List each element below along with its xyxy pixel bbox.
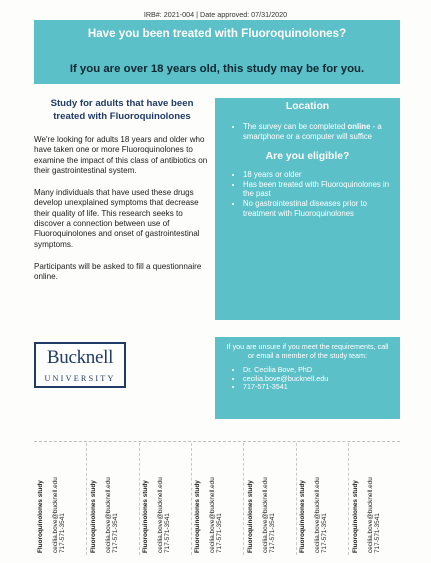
- eligible-title: Are you eligible?: [265, 151, 350, 163]
- location-item-post: - a smartphone or a computer will suffice: [243, 122, 382, 141]
- contact-name: • Dr. Cecilia Bove, PhD: [243, 366, 400, 375]
- tab-phone: 717-571-3541: [112, 513, 120, 553]
- logo-name: Bucknell: [46, 347, 114, 368]
- tab-phone: 717-571-3541: [59, 513, 67, 553]
- contact-intro: If you are unsure if you meet the requirements, call or email a member of the study team:: [226, 342, 389, 360]
- study-paragraph-1: We're looking for adults 18 years and older who have taken one or more Fluoroquinolones to examine the impact of this class of antibiotics on their gastrointestinal system.: [34, 135, 208, 175]
- tab-study-name: Fluoroquinolones study: [299, 480, 306, 553]
- location-panel: [215, 98, 400, 320]
- tab-email: cecilia.bove@bucknell.edu: [261, 477, 269, 553]
- tear-off-tab[interactable]: [37, 443, 89, 553]
- bucknell-logo: [34, 342, 126, 388]
- tear-off-tab[interactable]: [299, 443, 351, 553]
- contact-list: [215, 366, 400, 392]
- tab-study-name: Fluoroquinolones study: [247, 480, 254, 553]
- tab-email: cecilia.bove@bucknell.edu: [104, 477, 112, 553]
- banner-tagline: If you are over 18 years old, this study may be for you.: [69, 63, 365, 75]
- tab-phone: 717-571-3541: [269, 513, 277, 553]
- tear-off-tab[interactable]: [352, 443, 404, 553]
- header-banner: [34, 20, 400, 84]
- location-item: [243, 122, 400, 141]
- study-description: [34, 98, 210, 295]
- tear-off-tab[interactable]: [247, 443, 299, 553]
- tab-phone: 717-571-3541: [374, 513, 382, 553]
- tab-phone: 717-571-3541: [321, 513, 329, 553]
- eligibility-item-no-disease: • No gastrointestinal diseases prior to treatment with Fluoroquinolones: [243, 199, 400, 218]
- tab-study-name: Fluoroquinolones study: [37, 480, 44, 553]
- tab-email: cecilia.bove@bucknell.edu: [156, 477, 164, 553]
- location-item-bold: online: [347, 122, 371, 131]
- tab-study-name: Fluoroquinolones study: [142, 480, 149, 553]
- tab-study-name: Fluoroquinolones study: [352, 480, 359, 553]
- tab-email: cecilia.bove@bucknell.edu: [313, 477, 321, 553]
- irb-approval: IRB#: 2021-004 | Date approved: 07/31/2020: [143, 10, 288, 19]
- tab-email: cecilia.bove@bucknell.edu: [51, 477, 59, 553]
- tab-email: cecilia.bove@bucknell.edu: [366, 477, 374, 553]
- eligibility-item-age: • 18 years or older: [243, 170, 400, 180]
- tab-study-name: Fluoroquinolones study: [90, 480, 97, 553]
- location-list: [215, 122, 400, 141]
- tear-off-tab[interactable]: [142, 443, 194, 553]
- study-title: Study for adults that have been treated with Fluoroquinolones: [50, 98, 194, 122]
- tear-off-tab[interactable]: [90, 443, 142, 553]
- contact-panel: [215, 337, 400, 419]
- tear-off-tab[interactable]: [194, 443, 246, 553]
- study-paragraph-2: Many individuals that have used these drugs develop unexplained symptoms that decrease their quality of life. This research seeks to discover a connection between use of Fluoroquinolones and onset of gastrointestinal symptoms.: [34, 188, 200, 249]
- location-title: Location: [285, 101, 330, 112]
- tab-phone: 717-571-3541: [164, 513, 172, 553]
- contact-email[interactable]: • cecilia.bove@bucknell.edu: [243, 375, 400, 384]
- contact-phone[interactable]: • 717-571-3541: [243, 383, 400, 392]
- tab-study-name: Fluoroquinolones study: [194, 480, 201, 553]
- study-paragraph-3: Participants will be asked to fill a questionnaire online.: [34, 261, 202, 282]
- location-item-pre: The survey can be completed: [243, 122, 348, 131]
- tear-off-cut-line: [34, 441, 400, 442]
- tab-email: cecilia.bove@bucknell.edu: [208, 477, 216, 553]
- tab-phone: 717-571-3541: [216, 513, 224, 553]
- eligibility-item-treated: • Has been treated with Fluoroquinolones in the past: [243, 180, 400, 199]
- eligibility-list: [215, 170, 400, 218]
- banner-question: Have you been treated with Fluoroquinolones?: [87, 27, 347, 40]
- tear-off-tabs: [34, 443, 400, 555]
- logo-university: UNIVERSITY: [44, 374, 116, 383]
